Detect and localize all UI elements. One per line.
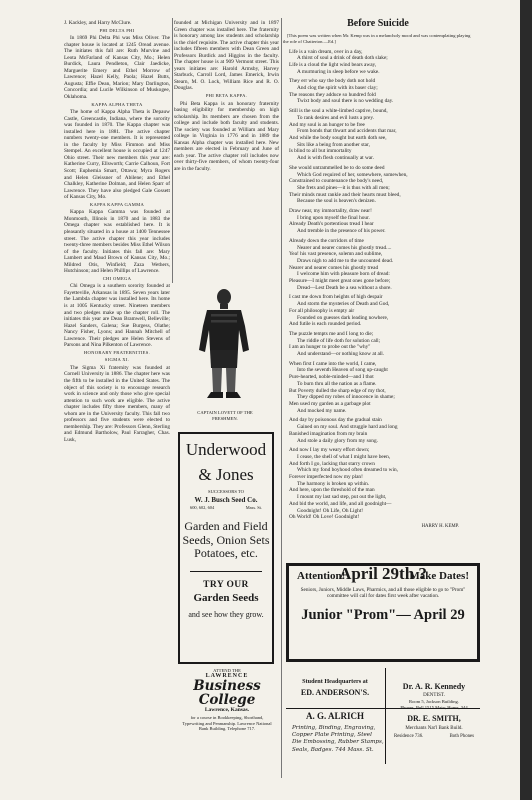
service-line: Copper Plate Printing, Steel (292, 732, 372, 739)
dentist-rooms: Room 5, Jackson Building. (409, 699, 459, 704)
doctor-residence: Residence 736. (394, 734, 424, 739)
poem-line: For all philosophy is empty air (289, 307, 355, 314)
poem-line: Gained on my soul. And struggle hard and long (297, 424, 398, 431)
poem-line: Which my fond boyhood often dreamed to win, (297, 467, 398, 474)
column-rule (281, 18, 282, 778)
poem-line: A thirst of soul a drink of death doth slake; (297, 55, 388, 62)
poem-line: And mocked my name. (297, 407, 347, 414)
poem-signature: HARRY H. KEMP. (421, 523, 459, 529)
poem-line: The puzzle tempts me and I long to die; (289, 330, 374, 337)
poem-stanza (283, 208, 473, 235)
poem-line: And while the body sought but earth doth see, (289, 134, 387, 141)
section-heading: SIGMA XI. (104, 357, 130, 363)
column-sororities (64, 20, 170, 443)
poem-line: The reasons they adduce so hundred fold (289, 91, 376, 98)
poem-line: And clog the spirit with its baser clay; (297, 85, 378, 92)
caption-line: CAPTAIN LOVETT OF THE (197, 410, 253, 415)
poem-line: Pleasure—I might meet great ones gone before; (289, 278, 391, 285)
captain-lovett-photo (193, 286, 255, 404)
poem-line: I mount my last sad step, put out the light, (297, 494, 387, 501)
photo-caption (180, 410, 270, 422)
ad-name: Underwood (185, 440, 267, 459)
poem-stanza (283, 238, 473, 292)
doctor-bank: Merchants Nat'l Bank Build. (405, 726, 463, 731)
poem-line: Yea! his vast presence, solemn and sublime, (289, 251, 383, 258)
poem-line: The harmony is broken up within. (297, 480, 370, 487)
poem-line: Is blind to all but immortality (289, 148, 352, 155)
poem-line: I am an hunger to probe out the "why" (289, 344, 371, 351)
ad-divider (385, 668, 386, 764)
anderson-alrich-ads (286, 668, 384, 782)
poem-line: Into the seventh Heaven of song up-caught (297, 367, 388, 374)
ad-address (180, 504, 272, 510)
smith-ad (388, 714, 480, 739)
poem-line: I cast me down from heights of high despair (289, 294, 383, 301)
poem-line: Men used my garden as a garbage plot (289, 401, 371, 407)
business-college-ad (180, 668, 274, 732)
poem-stanza (283, 294, 473, 328)
section-paragraph: The Sigma Xi fraternity was founded at Cornell University in 1886. The chapter here was the fifth to be installed in the United States. The object of this society is to encourage research work in science and only those who give special attention to such work are eligible. The active chapter includes fifty three members, many of whom are in the University faculty. This fall two professors and five students were elected to membership. They are: Professors Glenn, Sterling and Edmund Bartholow, Paul Farragher, Chas. Lusk, (64, 364, 170, 443)
poem-line: The riddle of life doth for solution call; (297, 337, 381, 344)
prom-attention: Attention! (297, 570, 346, 582)
poem-line: Life is a vain dream, over in a day, (289, 48, 363, 55)
poem-line: A murmuring in sleep before we wake. (297, 68, 380, 75)
prom-make-dates: Make Dates! (409, 570, 469, 582)
column-fraternities (174, 20, 279, 173)
column-rule (172, 18, 173, 283)
ad-lawrence: LAWRENCE (205, 673, 249, 679)
poem-line: Already Death's portentious tread I hear (289, 221, 374, 228)
poem-line: Constrained to countenance the body's need, (289, 178, 384, 185)
poem-line: I welcome him with pleasure born of dread: (297, 271, 390, 278)
poem-line: She would untrammelled be to do some deed (289, 164, 385, 171)
poem-line: And tremble in the presence of his power. (297, 228, 386, 235)
section-paragraph: Chi Omega is a southern sorority founded at Fayetteville, Arkansas in 1895. Seven years later the Lambda chapter was installed here. Its home is at 1005 Kentucky street. Nineteen members and two pledges make up the chapter roll. The initiates this year are Dean Bramwell, Belleville; Hazel Sanders, Galena; Sue Burgess, Olathe; Nancy Fisher, Lyons; and Hannah Mitchell of Lawrence. Their pledges are Helen Stevens of Parsons and Nina Pilkenton of Lawrence. (64, 283, 170, 349)
service-line: Printing, Binding, Engraving, (292, 725, 376, 731)
poem-line: Sits like a being from another star, (297, 141, 370, 148)
address-number: 600, 602, 604 (190, 505, 215, 510)
poem-line: Dread—Lest Death be a sea without a shore. (297, 284, 392, 291)
ad-tagline: and see how they grow. (188, 609, 264, 619)
poem-line: And forth I go, lacking that starry crown (289, 460, 375, 467)
ad-description: for a course in Bookkeeping, Shorthand, Typewriting and Penmanship. Lawrence National Bank Building. Telephone 717. (182, 715, 272, 732)
poem-stanza (283, 417, 473, 444)
ad-products (180, 520, 272, 561)
section-paragraph: The home of Kappa Alpha Theta is Depauw Castle, Greencastle, Indiana, where the sorority was founded in 1870. The Kappa chapter was installed here in 1881. The active chapter numbers twenty-one members. It is represented in the faculty by Miss Fimmon and Miss Stempel. An excellent house is occupied at 1247 Ohio street. Their new members this year are: Katherine Curry, Ellsworth; Carrie Calhoun, Fort Scott; Euphemia Smart, Ottawa; Myra Rogers and Helen Gleissner of Abilene; and Ethel Chalkley, Katherine Dolman, and Helen Sparr of Lawrence. They have also pledged Gale Gossett of Kansas City, Mo. (64, 109, 170, 201)
poem-line: And stole a daily glory from my song. (297, 437, 378, 444)
poem-line: Still is the soul a white-limbed captive, bound, (289, 108, 388, 115)
alrich-services (286, 725, 384, 754)
poem-stanza (283, 108, 473, 162)
poem-line: To burn thru all the nation as a flame. (297, 380, 377, 387)
divider (190, 571, 262, 572)
poem-line: Twixt body and soul there is no wedding day. (297, 98, 394, 105)
poem-line: I bring upon myself the final hour. (297, 214, 370, 221)
hq-label: Student Headquarters at (302, 678, 368, 685)
poem-stanza (283, 165, 473, 205)
doctor-contact (388, 734, 480, 739)
poem-line: I cease, the shell of what I might have been, (297, 453, 391, 460)
column-poem (283, 20, 473, 531)
ad-name: & Jones (198, 465, 254, 484)
poem-line: And my soul is an hunger to be free (289, 121, 365, 128)
poem-line: Pure-hearted, noble-minded—and I thot (289, 374, 374, 381)
product-line: Seeds, Onion Sets (182, 532, 270, 547)
dentist-name: Dr. A. R. Kennedy (402, 682, 466, 691)
poem-line: And is with flesh continually at war. (297, 155, 374, 162)
doctor-phones: Both Phones (449, 734, 474, 739)
poem-stanza (283, 447, 473, 521)
address-street: Mass. St. (245, 505, 262, 510)
section-paragraph: In 1869 Phi Delta Phi was Miss Oliver. The chapter house is located at 1245 Oread avenue. The initiates this fall are: Ruth Murvine and Leota McFarland of Kansas City, Mo.; Helen Burdick, Laura Pendleton, Clair Jaedicke, Marguerite Emery and Ethel Morrow of Lawrence; Hazel Kelly, Paola; Hazel Butts, Augusta; Effie Dean, Marion; Mary Darlington, Concordia; and Lucile Wilkinson of Muskogee, Oklahoma. (64, 35, 170, 101)
ad-company: W. J. Busch Seed Co. (194, 496, 258, 504)
caption-line: FRESHMEN. (212, 416, 238, 421)
poem-line: But Poverty dulled the sharp edge of my thot, (289, 387, 386, 394)
section-heading: CHI OMEGA (102, 275, 132, 281)
poem-line: Goodnight! Oh Life, Oh Light! (297, 507, 364, 514)
dentist-title: DENTIST. (423, 693, 445, 698)
poem-stanza (283, 49, 473, 76)
poem-line: She frets and pines—it is thus with all men; (297, 184, 390, 191)
poem-line: From bonds that thwart and accidents that mar, (297, 128, 397, 135)
ad-garden-seeds: Garden Seeds (193, 591, 259, 604)
phi-beta-kappa-text: Phi Beta Kappa is an honorary fraternity basing eligibility for membership on high scholarship. Its members are chosen from the college and include both faculty and students. The society was founded at William and Mary college in Virginia in 1776 and in 1889 the Kansas Alpha chapter was installed here. New members are elected in February and June of each year. The active chapter roll includes now over thirty-five members, of whom twenty-four are in the faculty. (174, 100, 279, 173)
section-heading: HONORARY FRATERNITIES. (83, 349, 151, 355)
hq-name: ED. ANDERSON'S. (300, 688, 370, 697)
poem-line: Oh World! Oh Love! Goodnight! (289, 514, 360, 521)
service-line: Die Embossing, Rubber Stamps, (292, 739, 384, 746)
poem-stanza (283, 361, 473, 415)
poem-line: Nearer and nearer comes his ghostly tread (289, 264, 379, 271)
section-heading: KAPPA ALPHA THETA (91, 101, 143, 107)
product-line: Garden and Field (184, 519, 268, 533)
poem-line: And here, upon the threshold of the man (289, 487, 375, 494)
poem-title: Before Suicide (347, 18, 409, 29)
poem-line: Draw near, my immortality, draw near! (289, 208, 372, 215)
alrich-name: A. G. ALRICH (305, 711, 364, 721)
section-heading: KAPPA KAPPA GAMMA (89, 201, 145, 207)
poem-line: And now I lay my weary effort down; (289, 447, 370, 454)
service-line: Seals, Badges. 744 Mass. St. (292, 746, 374, 753)
poem-line: Which God required of her, somewhere, somewhen, (297, 171, 408, 178)
poem-line: When first I came into the world, I came, (289, 360, 377, 367)
poem-line: They err who say the body doth not hold (289, 78, 376, 85)
section-heading: PHI DELTA PHI (99, 27, 135, 33)
section-paragraph: Kappa Kappa Gamma was founded at Monmouth, Illinois in 1870 and in 1883 the Omega chapter was established here. It is pleasantly situated in a house at 1400 Tennessee street. The active chapter this year includes twenty-three members besides Miss Ethel Wilson of the faculty. Initiates this fall are: Mary Lambert and Maud Brown of Kansas City, Mo.; Mildred Otis, Winfield; Zaza Wethers, Hutchinson; and Helen Phillips of Lawrence. (64, 209, 170, 275)
dentist-phones: Phones, Bell 1515 Main; Home, 344 (400, 705, 468, 710)
poem-intro: [This poem was written when Mr. Kemp was in a melancholy mood and was contemplating playing the role of Chatterton.—Ed.] (283, 32, 471, 44)
section-heading: PHI BETA KAPPA. (205, 93, 248, 99)
poem-line: And day by poisonous day the gradual stain (289, 417, 382, 424)
phi-delta-phi-continued: founded at Michigan University and in 1897 Green chapter was installed here. The fraternity is honorary among law students and scholarship is the chief requisite. The active chapter this year includes fifteen members with Dean Green and Professors Burdick and Higgins in the faculty. The chapter house is at 909 Vermont street. This years initiates are: Harold Armsby, Harvey Starbuck, Carroll Lord, James Emerick, Irwin Stearn, M. O. Lock, William Rice and R. O. Douglas. (174, 20, 279, 92)
intro-text: J. Kackley, and Harry McClure. (64, 20, 132, 26)
ad-successors: SUCCESSORS TO (208, 489, 244, 494)
doctor-name: DR. E. SMITH, (407, 714, 461, 723)
poem-line: Nearer and nearer comes his ghostly tread.... (297, 244, 392, 251)
poem-line: Founded on guesses dark leading nowhere, (297, 314, 389, 321)
poem-line: They dipped my robes of innocence in shame; (297, 394, 395, 401)
underwood-jones-ad (178, 432, 274, 664)
poem-line: And understand—or nothing know at all. (297, 351, 385, 358)
poem-line: And bid the world, and life, and all goodnight— (289, 500, 392, 507)
poem-line: Already down the corridors of time (289, 237, 364, 244)
ad-try: TRY OUR (203, 579, 249, 590)
poem-stanza (283, 331, 473, 358)
ad-attend: ATTEND THE (213, 668, 241, 673)
poem-line: And storm the mysteries of Death and God, (297, 301, 390, 308)
junior-prom-ad (286, 563, 480, 662)
prom-date-top: April 29th ? (339, 564, 427, 583)
kennedy-dentist-ad (388, 668, 480, 710)
ad-college-name: Business College (193, 678, 261, 708)
poem-stanza (283, 78, 473, 105)
poem-body (283, 49, 473, 521)
poem-line: Draws nigh to add me to the uncounted dead. (297, 257, 394, 264)
poem-line: Because the soul is heaven's denizen. (297, 198, 376, 205)
prom-date-bottom: Junior "Prom"— April 29 (301, 606, 465, 623)
poem-line: Their minds must rankle and their hearts must bleed, (289, 191, 401, 198)
poem-line: And futile is each rounded period. (289, 321, 362, 328)
product-line: Potatoes, etc. (194, 546, 258, 560)
poem-line: Life is a cloud the light wind bears away, (289, 61, 377, 68)
poem-line: Forever imperfected now my plan! (289, 474, 363, 481)
ad-city: Lawrence, Kansas. (204, 707, 250, 713)
poem-line: To rank desires and evil lusts a prey. (297, 114, 374, 121)
prom-note: Seniors, Juniors, Middle Laws, Pharmics, and all those eligible to go to "Prom" committee will call for dates first week after vacation. (300, 587, 466, 600)
poem-line: Banished imagination from my brain (289, 430, 368, 437)
